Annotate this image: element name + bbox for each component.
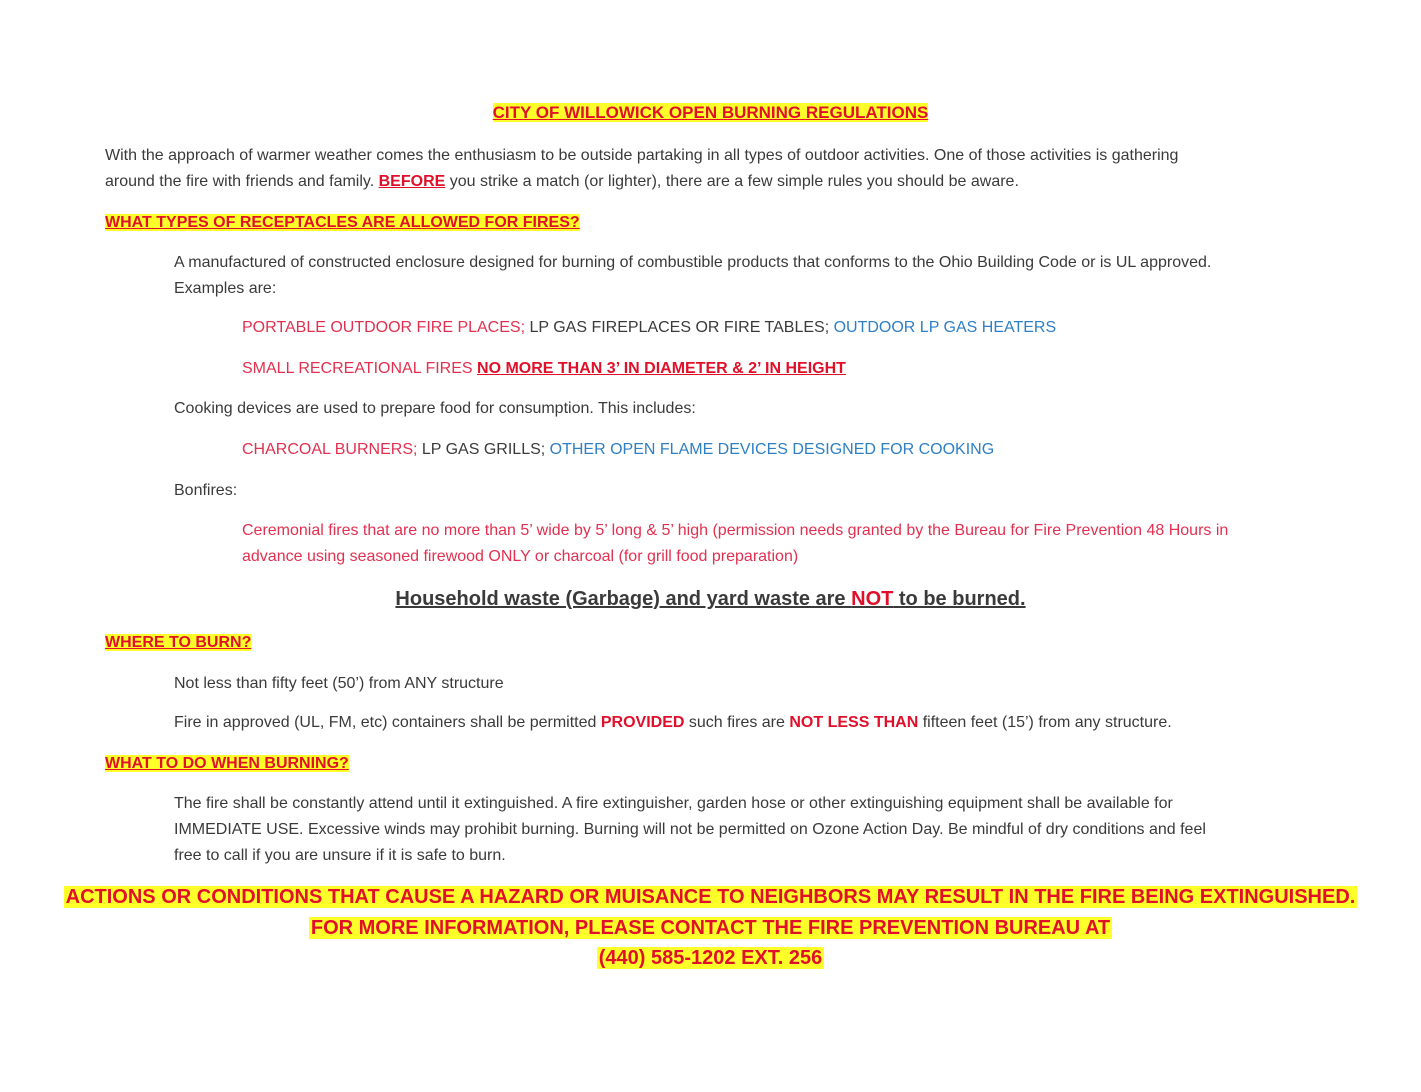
when-line-3: free to call if you are unsure if it is safe to burn. bbox=[174, 847, 506, 864]
heading-when bbox=[105, 754, 349, 774]
heading-receptacles-text: WHAT TYPES OF RECEPTACLES ARE ALLOWED FOR FIRES? bbox=[105, 214, 580, 231]
where-line-2 bbox=[174, 713, 1172, 733]
cooking-examples bbox=[242, 440, 994, 460]
where-line-1: Not less than fifty feet (50’) from ANY structure bbox=[174, 675, 504, 692]
footer-phone-text: (440) 585-1202 EXT. 256 bbox=[598, 947, 823, 969]
examples-line-2 bbox=[242, 359, 846, 379]
footer-warning-text: ACTIONS OR CONDITIONS THAT CAUSE A HAZARD OR MUISANCE TO NEIGHBORS MAY RESULT IN THE FIRE BEING EXTINGUISHED. bbox=[65, 886, 1356, 908]
heading-where-text: WHERE TO BURN? bbox=[105, 634, 252, 651]
where-not-less-than: NOT LESS THAN bbox=[789, 714, 919, 731]
receptacles-para-line-1: A manufactured of constructed enclosure designed for burning of combustible products that conforms to the Ohio Building Code or is UL approved. bbox=[174, 254, 1212, 271]
cooking-intro: Cooking devices are used to prepare food for consumption. This includes: bbox=[174, 400, 696, 417]
intro-before-emphasis: BEFORE bbox=[378, 173, 446, 190]
intro-text-rest: you strike a match (or lighter), there are a few simple rules you should be aware. bbox=[445, 173, 1019, 190]
footer-phone bbox=[0, 945, 1421, 971]
bonfires-line-2: advance using seasoned firewood ONLY or charcoal (for grill food preparation) bbox=[242, 548, 799, 565]
heading-receptacles bbox=[105, 213, 580, 233]
cooking-open-flame: OTHER OPEN FLAME DEVICES DESIGNED FOR COOKING bbox=[549, 441, 995, 458]
when-line-2: IMMEDIATE USE. Excessive winds may prohibit burning. Burning will not be permitted on Ozone Action Day. Be mindful of dry conditions and feel bbox=[174, 821, 1206, 838]
household-not: NOT bbox=[851, 588, 894, 610]
cooking-charcoal: CHARCOAL BURNERS; bbox=[242, 441, 418, 458]
household-text-rest: to be burned. bbox=[893, 588, 1026, 610]
heading-where bbox=[105, 633, 251, 653]
receptacles-para-line-2: Examples are: bbox=[174, 280, 277, 297]
document-title-text: CITY OF WILLOWICK OPEN BURNING REGULATIONS bbox=[492, 103, 929, 122]
cooking-lp-grills: LP GAS GRILLS; bbox=[417, 441, 550, 458]
footer-contact-text: FOR MORE INFORMATION, PLEASE CONTACT THE FIRE PREVENTION BUREAU AT bbox=[310, 917, 1111, 939]
intro-text: around the fire with friends and family. bbox=[105, 173, 379, 190]
household-waste-notice bbox=[0, 587, 1421, 611]
when-line-1: The fire shall be constantly attend until it extinguished. A fire extinguisher, garden hose or other extinguishing equipment shall be available for bbox=[174, 795, 1173, 812]
example-lp-heaters: OUTDOOR LP GAS HEATERS bbox=[833, 319, 1057, 336]
where-text-e: fifteen feet (15’) from any structure. bbox=[918, 714, 1172, 731]
where-text-c: such fires are bbox=[684, 714, 790, 731]
where-provided: PROVIDED bbox=[600, 714, 685, 731]
example-lp-fireplaces: LP GAS FIREPLACES OR FIRE TABLES; bbox=[525, 319, 834, 336]
intro-line-1: With the approach of warmer weather comes the enthusiasm to be outside partaking in all types of outdoor activities. One of those activities is gathering bbox=[105, 147, 1179, 164]
example-size-limit: NO MORE THAN 3’ IN DIAMETER & 2’ IN HEIGHT bbox=[477, 360, 846, 377]
where-text-a: Fire in approved (UL, FM, etc) containers shall be permitted bbox=[174, 714, 601, 731]
example-portable-fireplaces: PORTABLE OUTDOOR FIRE PLACES; bbox=[242, 319, 526, 336]
intro-line-2 bbox=[105, 172, 1019, 192]
bonfires-label: Bonfires: bbox=[174, 482, 238, 499]
heading-when-text: WHAT TO DO WHEN BURNING? bbox=[105, 755, 349, 772]
examples-line-1 bbox=[242, 318, 1056, 338]
footer-warning bbox=[0, 884, 1421, 910]
example-small-fires: SMALL RECREATIONAL FIRES bbox=[242, 360, 478, 377]
document-title bbox=[0, 103, 1421, 123]
household-text: Household waste (Garbage) and yard waste are bbox=[395, 588, 852, 610]
bonfires-line-1: Ceremonial fires that are no more than 5’ wide by 5’ long & 5’ high (permission needs granted by the Bureau for Fire Prevention 48 Hours in bbox=[242, 522, 1229, 539]
footer-contact bbox=[0, 915, 1421, 941]
